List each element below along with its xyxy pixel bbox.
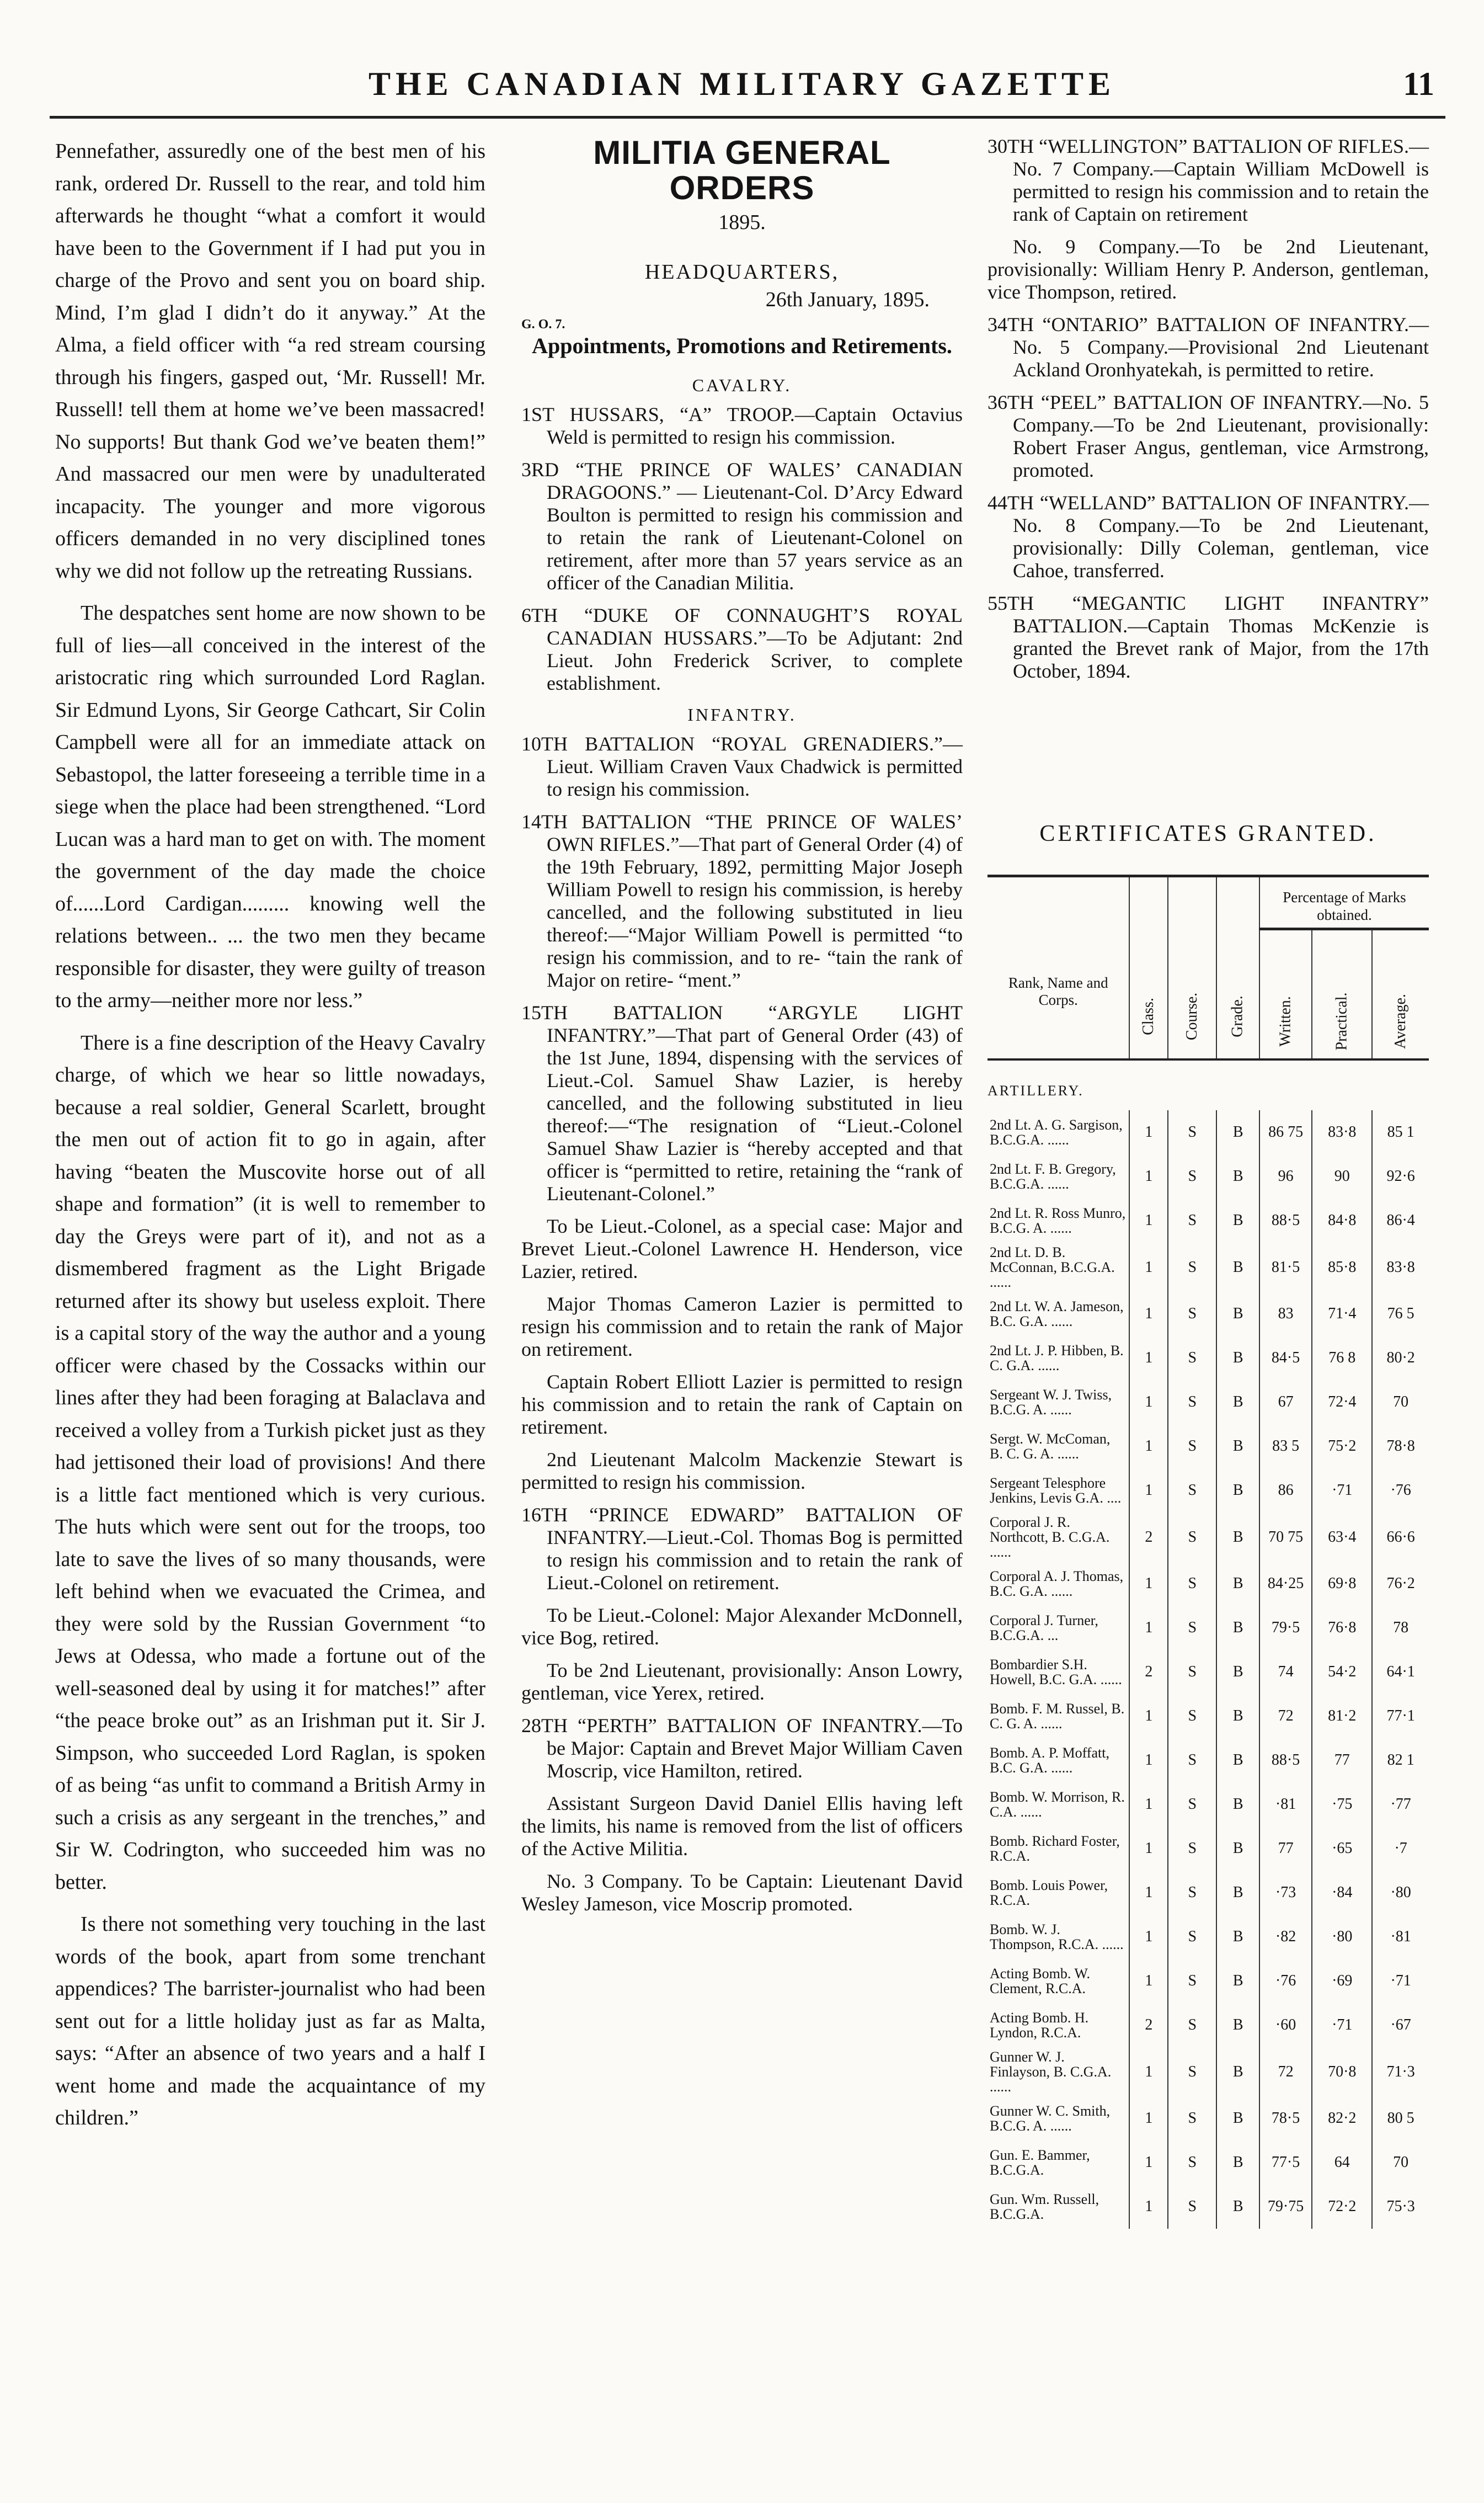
general-order-number: G. O. 7. <box>521 317 565 332</box>
cell-name: Sergeant W. J. Twiss, B.C.G. A. ...... <box>990 1387 1112 1418</box>
cell-name: 2nd Lt. R. Ross Munro, B.C.G. A. ...... <box>990 1205 1126 1236</box>
orders-date: 26th January, 1895. <box>765 288 930 311</box>
cell-practical: 63·4 <box>1312 1513 1372 1562</box>
cell-written: 86 75 <box>1259 1110 1312 1154</box>
cell-class: 2 <box>1129 1650 1168 1694</box>
col-header-course: Course. <box>1168 876 1216 1060</box>
cell-grade: B <box>1216 1110 1259 1154</box>
cell-class: 1 <box>1129 2185 1168 2229</box>
table-row <box>987 1606 1429 1650</box>
cell-course: S <box>1168 1606 1216 1650</box>
cell-class: 1 <box>1129 1380 1168 1424</box>
table-row <box>987 1110 1429 1154</box>
cell-name: 2nd Lt. F. B. Gregory, B.C.G.A. ...... <box>990 1161 1116 1192</box>
certificates-heading: CERTIFICATES GRANTED. <box>1039 821 1377 846</box>
cell-class: 1 <box>1129 1243 1168 1292</box>
cell-name: Sergt. W. McComan, B. C. G. A. ...... <box>990 1431 1111 1462</box>
cell-name: Gunner W. C. Smith, B.C.G. A. ...... <box>990 2103 1111 2134</box>
cell-practical: 81·2 <box>1312 1694 1372 1738</box>
cell-written: 72 <box>1259 1694 1312 1738</box>
cell-written: 88·5 <box>1259 1738 1312 1782</box>
cell-grade: B <box>1216 1243 1259 1292</box>
cell-course: S <box>1168 1110 1216 1154</box>
cell-written: 74 <box>1259 1650 1312 1694</box>
cell-written: 83 <box>1259 1292 1312 1336</box>
cell-course: S <box>1168 1243 1216 1292</box>
orders-continued <box>987 135 1429 683</box>
col-header-grade: Grade. <box>1216 876 1259 1060</box>
cell-practical: 77 <box>1312 1738 1372 1782</box>
cell-average: 86·4 <box>1372 1199 1429 1243</box>
column-militia-orders <box>521 135 963 1925</box>
cell-grade: B <box>1216 1199 1259 1243</box>
table-row <box>987 1154 1429 1199</box>
cell-average: 77·1 <box>1372 1694 1429 1738</box>
cell-name: Bomb. F. M. Russel, B. C. G. A. ...... <box>990 1701 1125 1732</box>
cell-written: 70 75 <box>1259 1513 1312 1562</box>
cell-written: ·81 <box>1259 1782 1312 1826</box>
cell-class: 1 <box>1129 1468 1168 1513</box>
cell-name: Bomb. Richard Foster, R.C.A. <box>990 1833 1120 1864</box>
certificates-table <box>987 875 1429 2229</box>
cell-name: Bomb. Louis Power, R.C.A. <box>990 1877 1108 1908</box>
cell-average: ·80 <box>1372 1871 1429 1915</box>
cell-written: 96 <box>1259 1154 1312 1199</box>
cell-class: 1 <box>1129 1154 1168 1199</box>
cell-written: 72 <box>1259 2047 1312 2096</box>
order-item: To be Lieut.-Colonel: Major Alexander McDonnell, vice Bog, retired. <box>521 1604 963 1649</box>
cell-name: 2nd Lt. W. A. Jameson, B.C. G.A. ...... <box>990 1298 1124 1329</box>
cell-grade: B <box>1216 2140 1259 2185</box>
cell-name: Bomb. W. Morrison, R. C.A. ...... <box>990 1789 1125 1820</box>
cell-class: 1 <box>1129 1562 1168 1606</box>
cell-grade: B <box>1216 2185 1259 2229</box>
table-row <box>987 1243 1429 1292</box>
article-paragraph: There is a fine description of the Heavy Cavalry charge, of which we hear so little nowadays, because a real soldier, General Scarlett, brought the men out of action fit to go in again, after having “beaten the Muscovite horse out of all shape and formation” (it is well to remember to day the Greys were part of it), and not as a dismembered fragment as the Light Brigade returned after its showy but useless exploit. There is a capital story of the way the author and a young officer were chased by the Cossacks within our lines after they had been foraging at Balaclava and received a volley from a Turkish picket just as they had jettisoned their load of provisions! And there is a little fact mentioned which is very curious. The huts which were sent out for the troops, too late to save the lives of so many thousands, were left behind when we evacuated the Crimea, and they were sold by the Russian Government “to Jews at Odessa, who made a fortune out of the well-seasoned deal by using it for matches!” after “the peace broke out” as an Irishman put it. Sir J. Simpson, who succeeded Lord Raglan, is spoken of as being “as unfit to command a British Army in such a crisis as any sergeant in the trenches,” and Sir W. Codrington, who succeeded him was no better. <box>55 1031 485 1894</box>
cell-name: Acting Bomb. H. Lyndon, R.C.A. <box>990 2010 1089 2041</box>
cell-average: 75·3 <box>1372 2185 1429 2229</box>
cell-average: ·67 <box>1372 2003 1429 2047</box>
certificates-body <box>987 1059 1429 2229</box>
order-item: 1ST HUSSARS, “A” TROOP.—Captain Octavius Weld is permitted to resign his commission. <box>521 403 963 448</box>
cell-practical: 70·8 <box>1312 2047 1372 2096</box>
cell-practical: 76·8 <box>1312 1606 1372 1650</box>
cell-average: ·71 <box>1372 1959 1429 2003</box>
cell-practical: 90 <box>1312 1154 1372 1199</box>
section-heading: MILITIA GENERAL ORDERS <box>593 134 891 206</box>
cell-grade: B <box>1216 1606 1259 1650</box>
order-item: 6TH “DUKE OF CONNAUGHT’S ROYAL CANADIAN HUSSARS.”—To be Adjutant: 2nd Lieut. John Frederick Scriver, to complete establishment. <box>521 604 963 694</box>
cell-average: 85 1 <box>1372 1110 1429 1154</box>
cell-practical: ·80 <box>1312 1915 1372 1959</box>
cell-course: S <box>1168 2140 1216 2185</box>
cell-course: S <box>1168 2003 1216 2047</box>
col-header-average: Average. <box>1372 929 1429 1060</box>
cell-grade: B <box>1216 1380 1259 1424</box>
infantry-orders <box>521 733 963 1915</box>
cell-grade: B <box>1216 2003 1259 2047</box>
cell-average: 76·2 <box>1372 1562 1429 1606</box>
cell-name: Gunner W. J. Finlayson, B. C.G.A. ...... <box>990 2049 1112 2095</box>
cell-written: 77 <box>1259 1826 1312 1871</box>
col-header-percentage: Percentage of Marks obtained. <box>1259 876 1429 929</box>
cell-average: 76 5 <box>1372 1292 1429 1336</box>
cell-practical: 76 8 <box>1312 1336 1372 1380</box>
cell-grade: B <box>1216 2047 1259 2096</box>
order-item: 36TH “PEEL” BATTALION OF INFANTRY.—No. 5 Company.—To be 2nd Lieutenant, provisionally: Robert Fraser Angus, gentleman, vice Armstrong, promoted. <box>987 391 1429 481</box>
cell-written: 67 <box>1259 1380 1312 1424</box>
article-paragraph: Is there not something very touching in the last words of the book, apart from some trenchant appendices? The barrister-journalist who had been sent out for a little holiday just as far as Malta, says: “After an absence of two years and a half I went home and made the acquaintance of my children.” <box>55 1913 485 2129</box>
cell-written: ·82 <box>1259 1915 1312 1959</box>
cell-name: 2nd Lt. J. P. Hibben, B. C. G.A. ...... <box>990 1343 1124 1373</box>
cell-class: 1 <box>1129 1199 1168 1243</box>
cell-course: S <box>1168 2185 1216 2229</box>
cell-course: S <box>1168 1562 1216 1606</box>
cell-class: 1 <box>1129 1292 1168 1336</box>
cell-grade: B <box>1216 1292 1259 1336</box>
headquarters-label: HEADQUARTERS, <box>644 260 840 284</box>
col-header-rank: Rank, Name and Corps. <box>987 876 1129 1060</box>
cell-written: 78·5 <box>1259 2096 1312 2140</box>
cell-written: 77·5 <box>1259 2140 1312 2185</box>
table-row <box>987 2096 1429 2140</box>
cell-grade: B <box>1216 1782 1259 1826</box>
cell-average: 70 <box>1372 1380 1429 1424</box>
cell-course: S <box>1168 1468 1216 1513</box>
cell-name: Bomb. W. J. Thompson, R.C.A. ...... <box>990 1921 1124 1952</box>
cell-practical: 85·8 <box>1312 1243 1372 1292</box>
cell-name: Corporal A. J. Thomas, B.C. G.A. ...... <box>990 1568 1124 1599</box>
cell-course: S <box>1168 1738 1216 1782</box>
cell-practical: ·71 <box>1312 2003 1372 2047</box>
cell-class: 1 <box>1129 1826 1168 1871</box>
cell-practical: 75·2 <box>1312 1424 1372 1468</box>
order-item: 14TH BATTALION “THE PRINCE OF WALES’ OWN RIFLES.”—That part of General Order (4) of the 19th February, 1892, permitting Major Joseph William Powell to resign his commission, is hereby cancelled, and the following substituted in lieu thereof:—“Major William Powell is permitted “to resign his commission, and to re- “tain the rank of Major on retire- “ment.” <box>521 811 963 991</box>
col-header-written: Written. <box>1259 929 1312 1060</box>
newspaper-title: THE CANADIAN MILITARY GAZETTE <box>368 66 1116 102</box>
table-row <box>987 1826 1429 1871</box>
table-row <box>987 1694 1429 1738</box>
cell-class: 1 <box>1129 2140 1168 2185</box>
cell-name: 2nd Lt. D. B. McConnan, B.C.G.A. ...... <box>990 1244 1115 1290</box>
order-item: To be Lieut.-Colonel, as a special case: Major and Brevet Lieut.-Colonel Lawrence H. Henderson, vice Lazier, retired. <box>521 1215 963 1282</box>
cell-written: 84·5 <box>1259 1336 1312 1380</box>
cell-average: 71·3 <box>1372 2047 1429 2096</box>
cell-class: 1 <box>1129 1336 1168 1380</box>
masthead <box>50 65 1434 109</box>
table-row <box>987 1650 1429 1694</box>
cell-average: 78·8 <box>1372 1424 1429 1468</box>
cell-course: S <box>1168 1959 1216 2003</box>
cell-course: S <box>1168 1826 1216 1871</box>
cell-course: S <box>1168 2047 1216 2096</box>
cell-grade: B <box>1216 1650 1259 1694</box>
cell-grade: B <box>1216 1915 1259 1959</box>
article-paragraph: The despatches sent home are now shown to be full of lies—all conceived in the interest of the aristocratic ring which surrounded Lord Raglan. Sir Edmund Lyons, Sir George Cathcart, Sir Colin Campbell were all for an immediate attack on Sebastopol, the latter foreseeing a terrible time in a siege when the place had been strengthened. “Lord Lucan was a hard man to get on with. The moment the government of the day made the choice of......Lord Cardigan......... knowing well the relations between.. ... the two men they became responsible for disaster, they were guilty of treason to the army—neither more nor less.” <box>55 601 485 1012</box>
cell-name: Corporal J. Turner, B.C.G.A. ... <box>990 1612 1098 1643</box>
table-row <box>987 1513 1429 1562</box>
cell-name: Bombardier S.H. Howell, B.C. G.A. ...... <box>990 1657 1122 1687</box>
cell-grade: B <box>1216 2096 1259 2140</box>
order-item: 3RD “THE PRINCE OF WALES’ CANADIAN DRAGOONS.” — Lieutenant-Col. D’Arcy Edward Boulton is permitted to resign his commission and to retain the rank of Lieutenant-Colonel on retirement, after more than 57 years service as an officer of the Canadian Militia. <box>521 459 963 594</box>
order-item: 44TH “WELLAND” BATTALION OF INFANTRY.—No. 8 Company.—To be 2nd Lieutenant, provisionally: Dilly Coleman, gentleman, vice Cahoe, transferred. <box>987 492 1429 582</box>
table-row <box>987 1199 1429 1243</box>
cell-grade: B <box>1216 1336 1259 1380</box>
table-row <box>987 1871 1429 1915</box>
cell-practical: 82·2 <box>1312 2096 1372 2140</box>
cell-name: Gun. Wm. Russell, B.C.G.A. <box>990 2191 1099 2222</box>
order-item: 30TH “WELLINGTON” BATTALION OF RIFLES.—No. 7 Company.—Captain William McDowell is permitted to resign his commission and to retain the rank of Captain on retirement <box>987 135 1429 225</box>
cell-name: Sergeant Telesphore Jenkins, Levis G.A. .... <box>990 1475 1122 1506</box>
appointments-heading: Appointments, Promotions and Retirements. <box>532 333 952 358</box>
order-item: 55TH “MEGANTIC LIGHT INFANTRY” BATTALION.—Captain Thomas McKenzie is granted the Brevet rank of Major, from the 17th October, 1894. <box>987 592 1429 682</box>
order-item: 15TH BATTALION “ARGYLE LIGHT INFANTRY.”—That part of General Order (43) of the 1st June, 1894, dispensing with the services of Lieut.-Col. Samuel Shaw Lazier, is hereby cancelled, and the following substituted in lieu thereof:—“The resignation of “Lieut.-Colonel Samuel Shaw Lazier is “hereby accepted and that officer is “permitted to retire, retaining the “rank of Lieutenant-Colonel.” <box>521 1002 963 1205</box>
cell-course: S <box>1168 1154 1216 1199</box>
cell-grade: B <box>1216 1468 1259 1513</box>
order-item: No. 3 Company. To be Captain: Lieutenant David Wesley Jameson, vice Moscrip promoted. <box>521 1870 963 1915</box>
table-row <box>987 1782 1429 1826</box>
cell-name: 2nd Lt. A. G. Sargison, B.C.G.A. ...... <box>990 1117 1123 1148</box>
cell-course: S <box>1168 1424 1216 1468</box>
table-row <box>987 2185 1429 2229</box>
cell-grade: B <box>1216 1154 1259 1199</box>
cell-practical: 72·2 <box>1312 2185 1372 2229</box>
cell-practical: 69·8 <box>1312 1562 1372 1606</box>
cell-average: 64·1 <box>1372 1650 1429 1694</box>
table-row <box>987 1468 1429 1513</box>
cell-practical: 84·8 <box>1312 1199 1372 1243</box>
cell-written: ·73 <box>1259 1871 1312 1915</box>
order-item: Assistant Surgeon David Daniel Ellis having left the limits, his name is removed from the list of officers of the Active Militia. <box>521 1792 963 1860</box>
cell-name: Gun. E. Bammer, B.C.G.A. <box>990 2147 1090 2178</box>
cell-written: 83 5 <box>1259 1424 1312 1468</box>
column-article <box>55 135 485 2144</box>
cell-course: S <box>1168 1380 1216 1424</box>
cell-name: Acting Bomb. W. Clement, R.C.A. <box>990 1966 1091 1996</box>
cell-grade: B <box>1216 1738 1259 1782</box>
cell-practical: 54·2 <box>1312 1650 1372 1694</box>
cell-class: 1 <box>1129 1871 1168 1915</box>
masthead-rule <box>50 116 1445 119</box>
cell-grade: B <box>1216 1871 1259 1915</box>
cell-practical: 64 <box>1312 2140 1372 2185</box>
cell-average: ·76 <box>1372 1468 1429 1513</box>
cell-written: 88·5 <box>1259 1199 1312 1243</box>
cell-practical: 71·4 <box>1312 1292 1372 1336</box>
cell-average: 80 5 <box>1372 2096 1429 2140</box>
cell-course: S <box>1168 1650 1216 1694</box>
infantry-heading: INFANTRY. <box>687 705 797 725</box>
cell-practical: 83·8 <box>1312 1110 1372 1154</box>
certificates-table-wrapper <box>987 875 1429 2229</box>
table-row <box>987 2140 1429 2185</box>
cell-course: S <box>1168 1782 1216 1826</box>
cell-course: S <box>1168 1694 1216 1738</box>
table-row <box>987 1380 1429 1424</box>
cell-name: Bomb. A. P. Moffatt, B.C. G.A. ...... <box>990 1745 1109 1776</box>
cell-class: 1 <box>1129 1915 1168 1959</box>
cell-name: Corporal J. R. Northcott, B. C.G.A. ...... <box>990 1514 1110 1560</box>
cell-average: 92·6 <box>1372 1154 1429 1199</box>
cell-written: 79·75 <box>1259 2185 1312 2229</box>
cell-class: 1 <box>1129 1738 1168 1782</box>
cell-practical: ·65 <box>1312 1826 1372 1871</box>
cell-average: 70 <box>1372 2140 1429 2185</box>
cell-written: 86 <box>1259 1468 1312 1513</box>
order-item: 2nd Lieutenant Malcolm Mackenzie Stewart is permitted to resign his commission. <box>521 1448 963 1493</box>
cell-written: 79·5 <box>1259 1606 1312 1650</box>
cell-written: ·60 <box>1259 2003 1312 2047</box>
order-item: 34TH “ONTARIO” BATTALION OF INFANTRY.—No. 5 Company.—Provisional 2nd Lieutenant Ackland Oronhyatekah, is permitted to retire. <box>987 313 1429 381</box>
cell-class: 1 <box>1129 1110 1168 1154</box>
cavalry-heading: CAVALRY. <box>692 375 792 395</box>
cell-average: ·77 <box>1372 1782 1429 1826</box>
cell-course: S <box>1168 1292 1216 1336</box>
table-row <box>987 1336 1429 1380</box>
cell-grade: B <box>1216 1513 1259 1562</box>
table-row <box>987 2003 1429 2047</box>
cell-written: 84·25 <box>1259 1562 1312 1606</box>
table-row <box>987 1915 1429 1959</box>
table-row <box>987 1562 1429 1606</box>
table-row <box>987 1292 1429 1336</box>
cell-average: 66·6 <box>1372 1513 1429 1562</box>
cell-grade: B <box>1216 1424 1259 1468</box>
cell-class: 1 <box>1129 1424 1168 1468</box>
cell-average: 78 <box>1372 1606 1429 1650</box>
cell-class: 1 <box>1129 1694 1168 1738</box>
cell-average: 82 1 <box>1372 1738 1429 1782</box>
page-number: 11 <box>1403 66 1434 102</box>
order-item: 16TH “PRINCE EDWARD” BATTALION OF INFANTRY.—Lieut.-Col. Thomas Bog is permitted to resign his commission and to retain the rank of Lieut.-Colonel on retirement. <box>521 1504 963 1594</box>
cell-course: S <box>1168 1871 1216 1915</box>
table-row <box>987 1424 1429 1468</box>
cell-class: 1 <box>1129 2096 1168 2140</box>
cell-grade: B <box>1216 1826 1259 1871</box>
cell-practical: 72·4 <box>1312 1380 1372 1424</box>
order-item: To be 2nd Lieutenant, provisionally: Anson Lowry, gentleman, vice Yerex, retired. <box>521 1659 963 1704</box>
cell-course: S <box>1168 1336 1216 1380</box>
col-header-class: Class. <box>1129 876 1168 1060</box>
table-section-artillery: ARTILLERY. <box>987 1083 1084 1099</box>
table-row <box>987 1959 1429 2003</box>
cell-course: S <box>1168 1199 1216 1243</box>
orders-year: 1895. <box>718 211 766 234</box>
cell-grade: B <box>1216 1694 1259 1738</box>
cell-course: S <box>1168 2096 1216 2140</box>
cell-grade: B <box>1216 1959 1259 2003</box>
cell-course: S <box>1168 1513 1216 1562</box>
cell-practical: ·71 <box>1312 1468 1372 1513</box>
col-header-practical: Practical. <box>1312 929 1372 1060</box>
cell-class: 1 <box>1129 2047 1168 2096</box>
order-item: No. 9 Company.—To be 2nd Lieutenant, provisionally: William Henry P. Anderson, gentleman, vice Thompson, retired. <box>987 236 1429 303</box>
table-row <box>987 2047 1429 2096</box>
cell-practical: ·84 <box>1312 1871 1372 1915</box>
order-item: Captain Robert Elliott Lazier is permitted to resign his commission and to retain the rank of Captain on retirement. <box>521 1371 963 1438</box>
cell-average: 83·8 <box>1372 1243 1429 1292</box>
cell-class: 2 <box>1129 2003 1168 2047</box>
article-paragraph: Pennefather, assuredly one of the best men of his rank, ordered Dr. Russell to the rear, and told him afterwards he thought “what a comfort it would have been to the Government if I had put you in charge of the Provo and sent you on board ship. Mind, I’m glad I didn’t do it anyway.” At the Alma, a field officer with “a red stream coursing through his fingers, gasped out, ‘Mr. Russell! Mr. Russell! tell them at home we’ve been massacred! No supports! But thank God we’ve beaten them!” And massacred our men were by unadulterated incapacity. The younger and more vigorous officers demanded in no very disciplined tones why we did not follow up the retreating Russians. <box>55 140 485 583</box>
cell-average: ·7 <box>1372 1826 1429 1871</box>
cell-grade: B <box>1216 1562 1259 1606</box>
cell-average: ·81 <box>1372 1915 1429 1959</box>
cell-course: S <box>1168 1915 1216 1959</box>
order-item: Major Thomas Cameron Lazier is permitted to resign his commission and to retain the rank of Major on retirement. <box>521 1293 963 1360</box>
cell-written: ·76 <box>1259 1959 1312 2003</box>
cell-class: 1 <box>1129 1782 1168 1826</box>
column-orders-and-certificates <box>987 135 1429 2229</box>
order-item: 28TH “PERTH” BATTALION OF INFANTRY.—To be Major: Captain and Brevet Major William Caven Moscrip, vice Hamilton, retired. <box>521 1714 963 1782</box>
table-row <box>987 1738 1429 1782</box>
cell-practical: ·69 <box>1312 1959 1372 2003</box>
order-item: 10TH BATTALION “ROYAL GRENADIERS.”—Lieut. William Craven Vaux Chadwick is permitted to resign his commission. <box>521 733 963 800</box>
cell-practical: ·75 <box>1312 1782 1372 1826</box>
cell-class: 1 <box>1129 1959 1168 2003</box>
cell-class: 1 <box>1129 1606 1168 1650</box>
cell-average: 80·2 <box>1372 1336 1429 1380</box>
cell-class: 2 <box>1129 1513 1168 1562</box>
cell-written: 81·5 <box>1259 1243 1312 1292</box>
